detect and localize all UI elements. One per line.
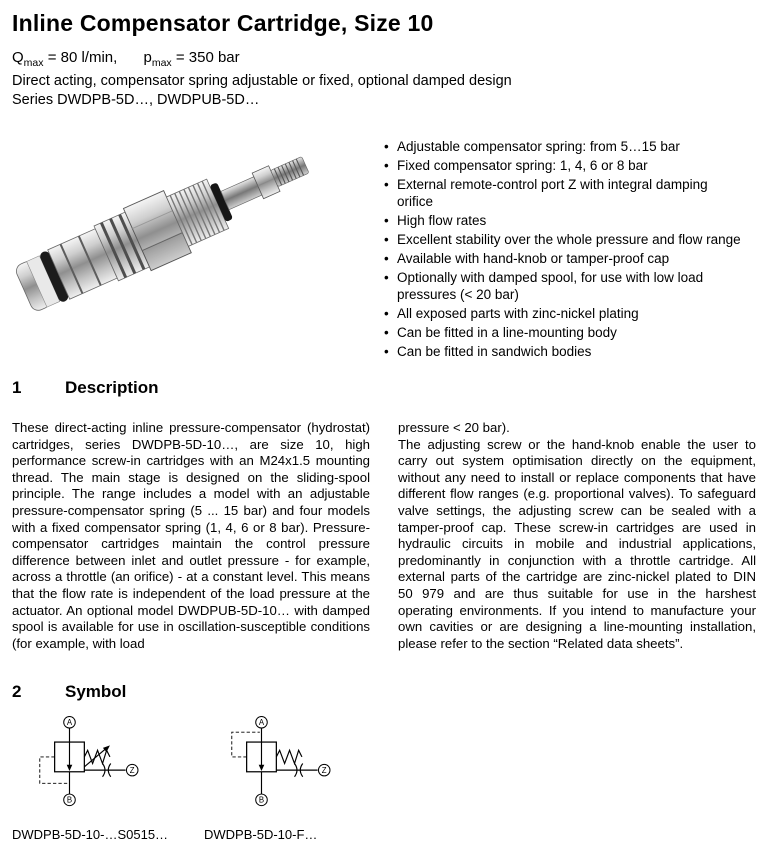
spring-symbol — [84, 751, 110, 764]
pmax-value: = 350 bar — [175, 49, 240, 66]
section-description-heading — [12, 378, 756, 398]
pmax-symbol: p — [143, 49, 152, 66]
qmax-subscript: max — [23, 57, 44, 69]
product-photo — [12, 134, 384, 362]
section-number: 1 — [12, 378, 22, 397]
port-b-label: B — [258, 795, 265, 805]
description-column-right — [398, 420, 756, 652]
section-number: 2 — [12, 682, 22, 702]
qmax-value: = 80 l/min, — [47, 49, 118, 66]
feature-item: • Available with hand-knob or tamper-proof cap — [384, 250, 746, 267]
feature-list — [384, 138, 746, 362]
port-b-label: B — [66, 795, 73, 805]
valve-body-group — [12, 134, 319, 321]
qmax-spec — [12, 49, 118, 69]
hydraulic-symbol-adjustable — [12, 714, 160, 818]
section-title: Description — [65, 378, 159, 397]
feature-item: • All exposed parts with zinc-nickel plating — [384, 305, 746, 322]
subtitle-line-2: Series DWDPB-5D…, DWDPUB-5D… — [12, 92, 260, 108]
symbol-fixed-block — [204, 714, 376, 842]
hydraulic-symbol-fixed — [204, 714, 352, 818]
description-paragraph: These direct-acting inline pressure-compensator (hydrostat) cartridges, series DWDPB-5D-10…, are size 10, high performance screw-in cartridges with an M24x1.5 mounting thread. The main stage is designed on the sliding-spool principle. The range includes a model with an adjustable pressure-compensator spring (5 ... 15 bar) and four models with a fixed compensator spring (1, 4, 6 or 8 bar). Pressure-compensator cartridges maintain the control pressure difference between inlet and outlet pressure - for example, across a throttle (an orifice) - at a constant level. This means that the flow rate is independent of the load pressure at the actuator. An optional model DWDPUB-5D-10… with damped spool is available for use in oscillation-susceptible conditions (for example, with load — [12, 420, 370, 651]
subtitle-line-1: Direct acting, compensator spring adjustable or fixed, optional damped design — [12, 73, 512, 89]
pmax-subscript: max — [151, 57, 172, 69]
spring-symbol — [276, 751, 302, 764]
cartridge-photo-illustration — [12, 134, 382, 339]
feature-item: • External remote-control port Z with integral damping orifice — [384, 176, 746, 210]
symbol-adjustable-block — [12, 714, 184, 842]
description-paragraph: pressure < 20 bar). — [398, 420, 510, 435]
section-symbol-heading — [12, 682, 756, 702]
symbol-section — [12, 682, 756, 842]
description-paragraph: The adjusting screw or the hand-knob enable the user to carry out system optimisation directly on the equipment, without any need to install or replace components that have different flow ranges (e.g. proportional valves). To safeguard valve settings, the adjusting screw can be sealed with a tamper-proof cap. These screw-in cartridges are used in hydraulic circuits in mobile and industrial applications, predominantly in conjunction with a throttle cartridge. All external parts of the cartridge are zinc-nickel plated to DIN 50 979 and are thus suitable for use in the harshest operating environments. If you intend to manufacture your own cavities or are designing a line-mounting installation, please refer to the section “Related data sheets”. — [398, 436, 756, 651]
page-title: Inline Compensator Cartridge, Size 10 — [12, 10, 434, 36]
port-a-label: A — [66, 718, 73, 728]
feature-item: • Fixed compensator spring: 1, 4, 6 or 8 bar — [384, 157, 746, 174]
description-column-left — [12, 420, 370, 652]
adjusting-screw-tip — [271, 157, 309, 187]
spec-line — [12, 49, 756, 69]
pilot-line — [232, 732, 260, 757]
port-z-label: Z — [129, 766, 135, 776]
pmax-spec — [143, 49, 240, 69]
symbols-row — [12, 714, 756, 842]
feature-item: • Adjustable compensator spring: from 5…15 bar — [384, 138, 746, 155]
feature-item: • Can be fitted in a line-mounting body — [384, 324, 746, 341]
feature-item: • Can be fitted in sandwich bodies — [384, 343, 746, 360]
description-columns — [12, 420, 756, 652]
section-title: Symbol — [65, 682, 127, 702]
qmax-symbol: Q — [12, 49, 24, 66]
symbol-caption-fixed: DWDPB-5D-10-F… — [204, 827, 318, 843]
port-z-label: Z — [321, 766, 327, 776]
feature-item: • Optionally with damped spool, for use with low load pressures (< 20 bar) — [384, 269, 746, 303]
hero-row — [12, 134, 756, 362]
port-a-label: A — [258, 718, 265, 728]
feature-item: • High flow rates — [384, 212, 746, 229]
symbol-caption-adjustable: DWDPB-5D-10-…S0515… — [12, 827, 169, 843]
feature-item: • Excellent stability over the whole pressure and flow range — [384, 231, 746, 248]
